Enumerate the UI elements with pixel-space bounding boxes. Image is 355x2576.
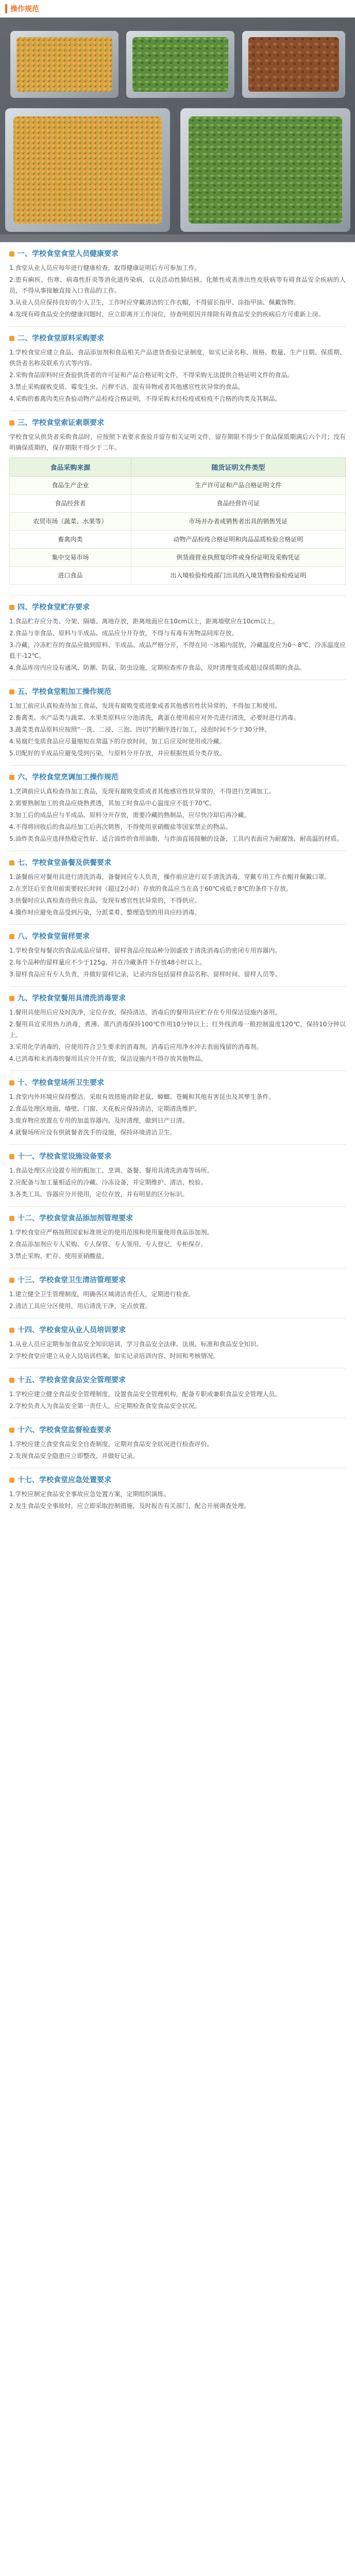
section-title xyxy=(9,858,346,868)
table-row xyxy=(10,495,346,513)
section-marker-icon xyxy=(9,1278,14,1283)
section-paragraph: 2.学校食堂应建立从业人员培训档案，如实记录培训内容、时间和考核情况。 xyxy=(9,1352,219,1360)
table-cell: 动物产品检疫合格证明和肉品品质检验合格证明 xyxy=(131,531,345,549)
section-title xyxy=(9,1214,346,1223)
section-paragraph: 3.加工后的成品应与半成品、原料分开存放，需要冷藏的熟制品，应尽快冷却后再冷藏。 xyxy=(9,811,250,819)
section-title xyxy=(9,603,346,612)
table-cell: 集中交易市场 xyxy=(10,549,131,567)
section-paragraph: 2.在烹饪后至食用前需要较长时间（超过2小时）存放的食品应当在高于60℃或低于8℃的条件下存放。 xyxy=(9,885,292,892)
section-marker-icon xyxy=(9,1216,14,1221)
section-title xyxy=(9,994,346,1003)
section-paragraph: 4.操作时应避免食品受到污染，分派菜肴、整理造型的用具应经消毒。 xyxy=(9,909,201,916)
section-marker-icon xyxy=(9,251,14,257)
section-title xyxy=(9,1426,346,1435)
section-paragraph: 4.易腐烂变质食品应尽量缩短在常温下的存放时间，加工后应及时使用或冷藏。 xyxy=(9,738,226,745)
section-marker-icon xyxy=(9,1428,14,1433)
table-cell: 食品生产企业 xyxy=(10,477,131,495)
section-marker-icon xyxy=(9,336,14,341)
section-paragraph: 3.蔬菜类食品原料应按照“一洗、二浸、三泡、四切”的顺序进行加工，浸泡时间不少于30分钟。 xyxy=(9,726,271,733)
section-paragraph: 1.加工前应认真检查待加工食品，发现有腐败变质迹象或者其他感官性状异常的，不得加工和使用。 xyxy=(9,702,281,709)
section-title-text: 五、学校食堂粗加工操作规范 xyxy=(18,688,111,696)
section-paragraph: 3.采用化学消毒的，应使用符合卫生要求的消毒剂，消毒后应用净水冲去表面残留的消毒剂。 xyxy=(9,1043,263,1050)
section xyxy=(9,1468,346,1518)
section-paragraph: 2.食品添加剂应专人采购、专人保管、专人领用、专人登记、专柜保存。 xyxy=(9,1241,207,1248)
section xyxy=(9,851,346,924)
section-paragraph: 1.学校应制定食品安全事故应急处置方案，定期组织演练。 xyxy=(9,1490,170,1498)
section-title xyxy=(9,687,346,697)
tray-back-row xyxy=(10,31,345,98)
section-paragraph: 3.从业人员应保持良好的个人卫生，工作时应穿戴清洁的工作衣帽，不得留长指甲、涂指甲油、佩戴饰物。 xyxy=(9,299,300,306)
section-title-text: 十六、学校食堂监督检查要求 xyxy=(18,1426,111,1434)
section-marker-icon xyxy=(9,420,14,426)
section-title-text: 六、学校食堂烹调加工操作规范 xyxy=(18,773,119,782)
section-title-text: 八、学校食堂留样要求 xyxy=(18,933,90,941)
section-paragraph: 1.食品处理区应设置专用的粗加工、烹调、备餐、餐用具清洗消毒等场所。 xyxy=(9,1167,213,1174)
section-marker-icon xyxy=(9,1080,14,1086)
section-paragraph: 3.禁止采购腐败变质、霉变生虫、污秽不洁、混有异物或者其他感官性状异常的食品。 xyxy=(9,383,244,391)
section xyxy=(9,1144,346,1206)
section-paragraph: 3.冷藏、冷冻贮存的食品应做到原料、半成品、成品严格分开，不得在同一冰箱内混放，冷藏温度应为0～8℃，冷冻温度应低于-12℃。 xyxy=(9,641,346,659)
section xyxy=(9,326,346,411)
table-header-cell: 食品采购来源 xyxy=(10,458,131,477)
section-title-text: 十一、学校食堂设施设备要求 xyxy=(18,1153,111,1161)
table-header-row xyxy=(10,458,346,477)
section-paragraph: 4.采购的畜禽肉类应查验动物产品检疫合格证明，不得采购未经检疫或检疫不合格的肉类及其制品。 xyxy=(9,395,281,402)
section-paragraph: 1.食堂从业人员应每年进行健康检查，取得健康证明后方可参加工作。 xyxy=(9,264,201,272)
hero-banner xyxy=(0,0,355,242)
table-cell: 进口食品 xyxy=(10,567,131,585)
section-title-text: 十三、学校食堂卫生清洁管理要求 xyxy=(18,1276,126,1284)
section-title-text: 三、学校食堂索证索票要求 xyxy=(18,419,104,427)
section-marker-icon xyxy=(9,1328,14,1333)
section-marker-icon xyxy=(9,934,14,939)
section xyxy=(9,1318,346,1368)
table-cell: 食品经营许可证 xyxy=(131,495,345,513)
section-paragraph: 1.从业人员应定期参加食品安全知识培训，学习食品安全法律、法规、标准和食品安全知识。 xyxy=(9,1341,263,1348)
section xyxy=(9,765,346,851)
section-title xyxy=(9,1376,346,1385)
section-title-text: 七、学校食堂备餐及供餐要求 xyxy=(18,859,111,867)
section-title-text: 十四、学校食堂从业人员培训要求 xyxy=(18,1326,126,1334)
section-paragraph: 2.餐用具宜采用热力消毒，煮沸、蒸汽消毒保持100℃作用10分钟以上；红外线消毒一般控制温度120℃，保持10分钟以上。 xyxy=(9,1021,346,1039)
page-header xyxy=(0,0,355,18)
section-paragraph: 1.学校应建立食堂食品安全自查制度，定期对食品安全状况进行检查评价。 xyxy=(9,1440,213,1448)
section-marker-icon xyxy=(9,1154,14,1159)
section-title xyxy=(9,418,346,428)
section xyxy=(9,411,346,595)
section-title xyxy=(9,1078,346,1088)
section xyxy=(9,242,346,326)
section-paragraph: 5.切配好的半成品应避免受到污染，与原料分开存放，并应根据性质分类存放。 xyxy=(9,750,226,757)
section-title-text: 十五、学校食堂食品安全管理要求 xyxy=(18,1376,126,1384)
section-title-text: 二、学校食堂原料采购要求 xyxy=(18,334,104,343)
section-title xyxy=(9,932,346,941)
section-paragraph: 4.已消毒和未消毒的餐用具应分开存放，保洁设施内不得存放其他物品。 xyxy=(9,1055,207,1062)
page-title: 操作规范 xyxy=(10,5,39,13)
section-paragraph: 1.餐用具使用后应及时洗净，定位存放，保持清洁，消毒后的餐用具应贮存在专用保洁设施内备用。 xyxy=(9,1009,281,1016)
section-paragraph: 2.学校负责人为食品安全第一责任人，应定期检查食堂食品安全状况。 xyxy=(9,1402,201,1410)
table-row xyxy=(10,549,346,567)
table-cell: 供货商营业执照复印件或身份证明及采购凭证 xyxy=(131,549,345,567)
section-marker-icon xyxy=(9,1378,14,1383)
section-paragraph: 2.采购食品原料时应查验供货者的许可证和产品合格证明文件，不得采购无法提供合格证明文件的食品。 xyxy=(9,371,294,379)
section-paragraph: 2.发生食品安全事故时，应立即采取控制措施，及时报告有关部门，配合开展调查处理。 xyxy=(9,1502,250,1510)
section-paragraph: 3.废弃物应放置在专用的加盖容器内，及时清理，做到日产日清。 xyxy=(9,1117,189,1124)
section-paragraph: 2.食品与非食品、原料与半成品、成品应分开存放，不得与有毒有害物品同库存放。 xyxy=(9,630,238,637)
table-row xyxy=(10,477,346,495)
section-title-text: 一、学校食堂食堂人员健康要求 xyxy=(18,250,119,258)
section-paragraph: 1.备餐前应对餐用具进行清洗消毒，备餐间应专人负责，操作前应进行双手清洗消毒，穿戴专用工作衣帽并佩戴口罩。 xyxy=(9,873,331,880)
table-cell: 畜禽肉类 xyxy=(10,531,131,549)
table-cell: 农贸市场（蔬菜、水果等） xyxy=(10,513,131,531)
section-paragraph: 2.畜禽类、水产品类与蔬菜、水果类原料应分池清洗，禽蛋在使用前应对外壳进行清洗，必要时进行消毒。 xyxy=(9,714,300,721)
section-paragraph: 1.学校应建立健全食品安全管理制度，设置食品安全管理机构，配备专职或兼职食品安全管理人员。 xyxy=(9,1391,281,1398)
section-title xyxy=(9,773,346,782)
section-paragraph: 4.发现有碍食品安全的健康问题时，应立即离开工作岗位，待查明原因并排除有碍食品安全的疾病后方可重新上岗。 xyxy=(9,311,325,318)
section-title xyxy=(9,1476,346,1485)
section-paragraph: 1.烹调前应认真检查待加工食品，发现有腐败变质或者其他感官性状异常的，不得进行烹调加工。 xyxy=(9,788,275,795)
section xyxy=(9,1071,346,1144)
section-paragraph: 4.不得将回收后的食品经加工后再次销售，不得使用亚硝酸盐等国家禁止的物品。 xyxy=(9,823,232,831)
table-cell: 食品经营者 xyxy=(10,495,131,513)
section xyxy=(9,1206,346,1268)
section-paragraph: 1.食堂内外环境应保持整洁，采取有效措施消除老鼠、蟑螂、苍蝇和其他有害昆虫及其孳生条件。 xyxy=(9,1093,275,1100)
table-row xyxy=(10,513,346,531)
section-marker-icon xyxy=(9,689,14,694)
table-header-cell: 随货证明文件类型 xyxy=(131,458,345,477)
section-title-text: 四、学校食堂贮存要求 xyxy=(18,603,90,612)
section-paragraph: 4.食品库房内应设有通风、防潮、防鼠、防虫设施，定期检查库存食品，及时清理变质或超过保质期的食品。 xyxy=(9,664,306,671)
section-paragraph: 2.发现食品安全隐患应立即整改，并做好记录。 xyxy=(9,1452,139,1460)
section-title-text: 九、学校食堂餐用具清洗消毒要求 xyxy=(18,994,126,1003)
section-paragraph: 2.每个品种的留样量应不少于125g，并在冷藏条件下存放48小时以上。 xyxy=(9,959,206,966)
section-paragraph: 2.需要熟制加工的食品应烧熟煮透，其加工时食品中心温度应不低于70℃。 xyxy=(9,800,216,807)
section xyxy=(9,1418,346,1468)
section-paragraph: 1.学校食堂应建立食品、食品添加剂和食品相关产品进货查验记录制度，如实记录名称、规格、数量、生产日期、保质期、供货者名称及联系方式等内容。 xyxy=(9,349,346,367)
section-marker-icon xyxy=(9,605,14,610)
section-marker-icon xyxy=(9,996,14,1001)
section-paragraph: 学校食堂从供货者采购食品时，应按照下表要求查验并留存相关证明文件，留存期限不得少于食品保质期满后六个月；没有明确保质期的，保存期限不得少于二年。 xyxy=(9,433,346,451)
section-title xyxy=(9,1326,346,1335)
section xyxy=(9,986,346,1071)
table-cell: 市场开办者或销售者出具的销售凭证 xyxy=(131,513,345,531)
section-paragraph: 1.食品贮存应分类、分架、隔墙、离地存放，距离地面应在10cm以上，距离墙壁应在10cm以上。 xyxy=(9,618,279,625)
documents-table xyxy=(9,457,346,585)
header-accent-bar xyxy=(5,4,7,13)
section xyxy=(9,1268,346,1318)
section-title-text: 十七、学校食堂应急处置要求 xyxy=(18,1476,111,1484)
section-title xyxy=(9,1276,346,1285)
section-paragraph: 3.留样食品应有专人负责，并做好留样记录，记录内容包括留样食品名称、留样时间、留样人员等。 xyxy=(9,971,281,978)
section-paragraph: 2.清洁工具应分区使用，用后清洗干净，定点放置。 xyxy=(9,1302,151,1310)
section-marker-icon xyxy=(9,1478,14,1483)
section-paragraph: 4.就餐场所应设有供就餐者洗手的设施，保持环境清洁卫生。 xyxy=(9,1129,176,1136)
food-trays-photo xyxy=(0,0,355,242)
section xyxy=(9,680,346,765)
section-paragraph: 3.各类工具、容器应分开使用，定位存放，并有明显的区分标识。 xyxy=(9,1191,189,1198)
section-title xyxy=(9,334,346,343)
section-title xyxy=(9,1152,346,1161)
sections-container xyxy=(0,242,355,1518)
table-cell: 生产许可证和产品合格证明文件 xyxy=(131,477,345,495)
section-paragraph: 5.油炸类食品应选择热稳定性好、适合油炸的食用油脂，与炸油直接接触的设备、工具内表面应为耐腐蚀、耐高温的材质。 xyxy=(9,835,343,842)
table-cell: 出入境检验检疫部门出具的入境货物检验检疫证明 xyxy=(131,567,345,585)
table-row xyxy=(10,531,346,549)
section-marker-icon xyxy=(9,775,14,780)
section-paragraph: 1.学校食堂每餐次的食品成品应留样，留样食品应按品种分别盛放于清洗消毒后的密闭专用容器内。 xyxy=(9,947,281,954)
section-paragraph: 2.应配备与加工量相适应的冷藏、冷冻设备，并定期维护、清洁、校验。 xyxy=(9,1179,207,1186)
section xyxy=(9,595,346,680)
section-title-text: 十、学校食堂场所卫生要求 xyxy=(18,1079,104,1087)
section-paragraph: 2.患有痢疾、伤寒、病毒性肝炎等消化道传染病，以及活动性肺结核、化脓性或者渗出性皮肤病等有碍食品安全疾病的人员，不得从事接触直接入口食品的工作。 xyxy=(9,276,346,294)
section xyxy=(9,924,346,986)
table-row xyxy=(10,567,346,585)
section-title xyxy=(9,249,346,259)
section-marker-icon xyxy=(9,860,14,866)
section-paragraph: 1.学校食堂应严格按照国家标准规定的使用范围和使用量使用食品添加剂。 xyxy=(9,1229,213,1236)
section-title-text: 十二、学校食堂食品添加剂管理要求 xyxy=(18,1214,133,1223)
section-paragraph: 2.食品处理区地面、墙壁、门窗、天花板应保持清洁，定期清洗维护。 xyxy=(9,1105,201,1112)
section xyxy=(9,1368,346,1418)
section-paragraph: 3.供餐时应认真检查待供应食品，发现有感官性状异常的，不得供应。 xyxy=(9,897,201,904)
section-paragraph: 3.禁止采购、贮存、使用亚硝酸盐。 xyxy=(9,1252,108,1260)
section-paragraph: 1.建立健全卫生管理制度，明确各区域清洁责任人，定期进行检查。 xyxy=(9,1291,195,1298)
